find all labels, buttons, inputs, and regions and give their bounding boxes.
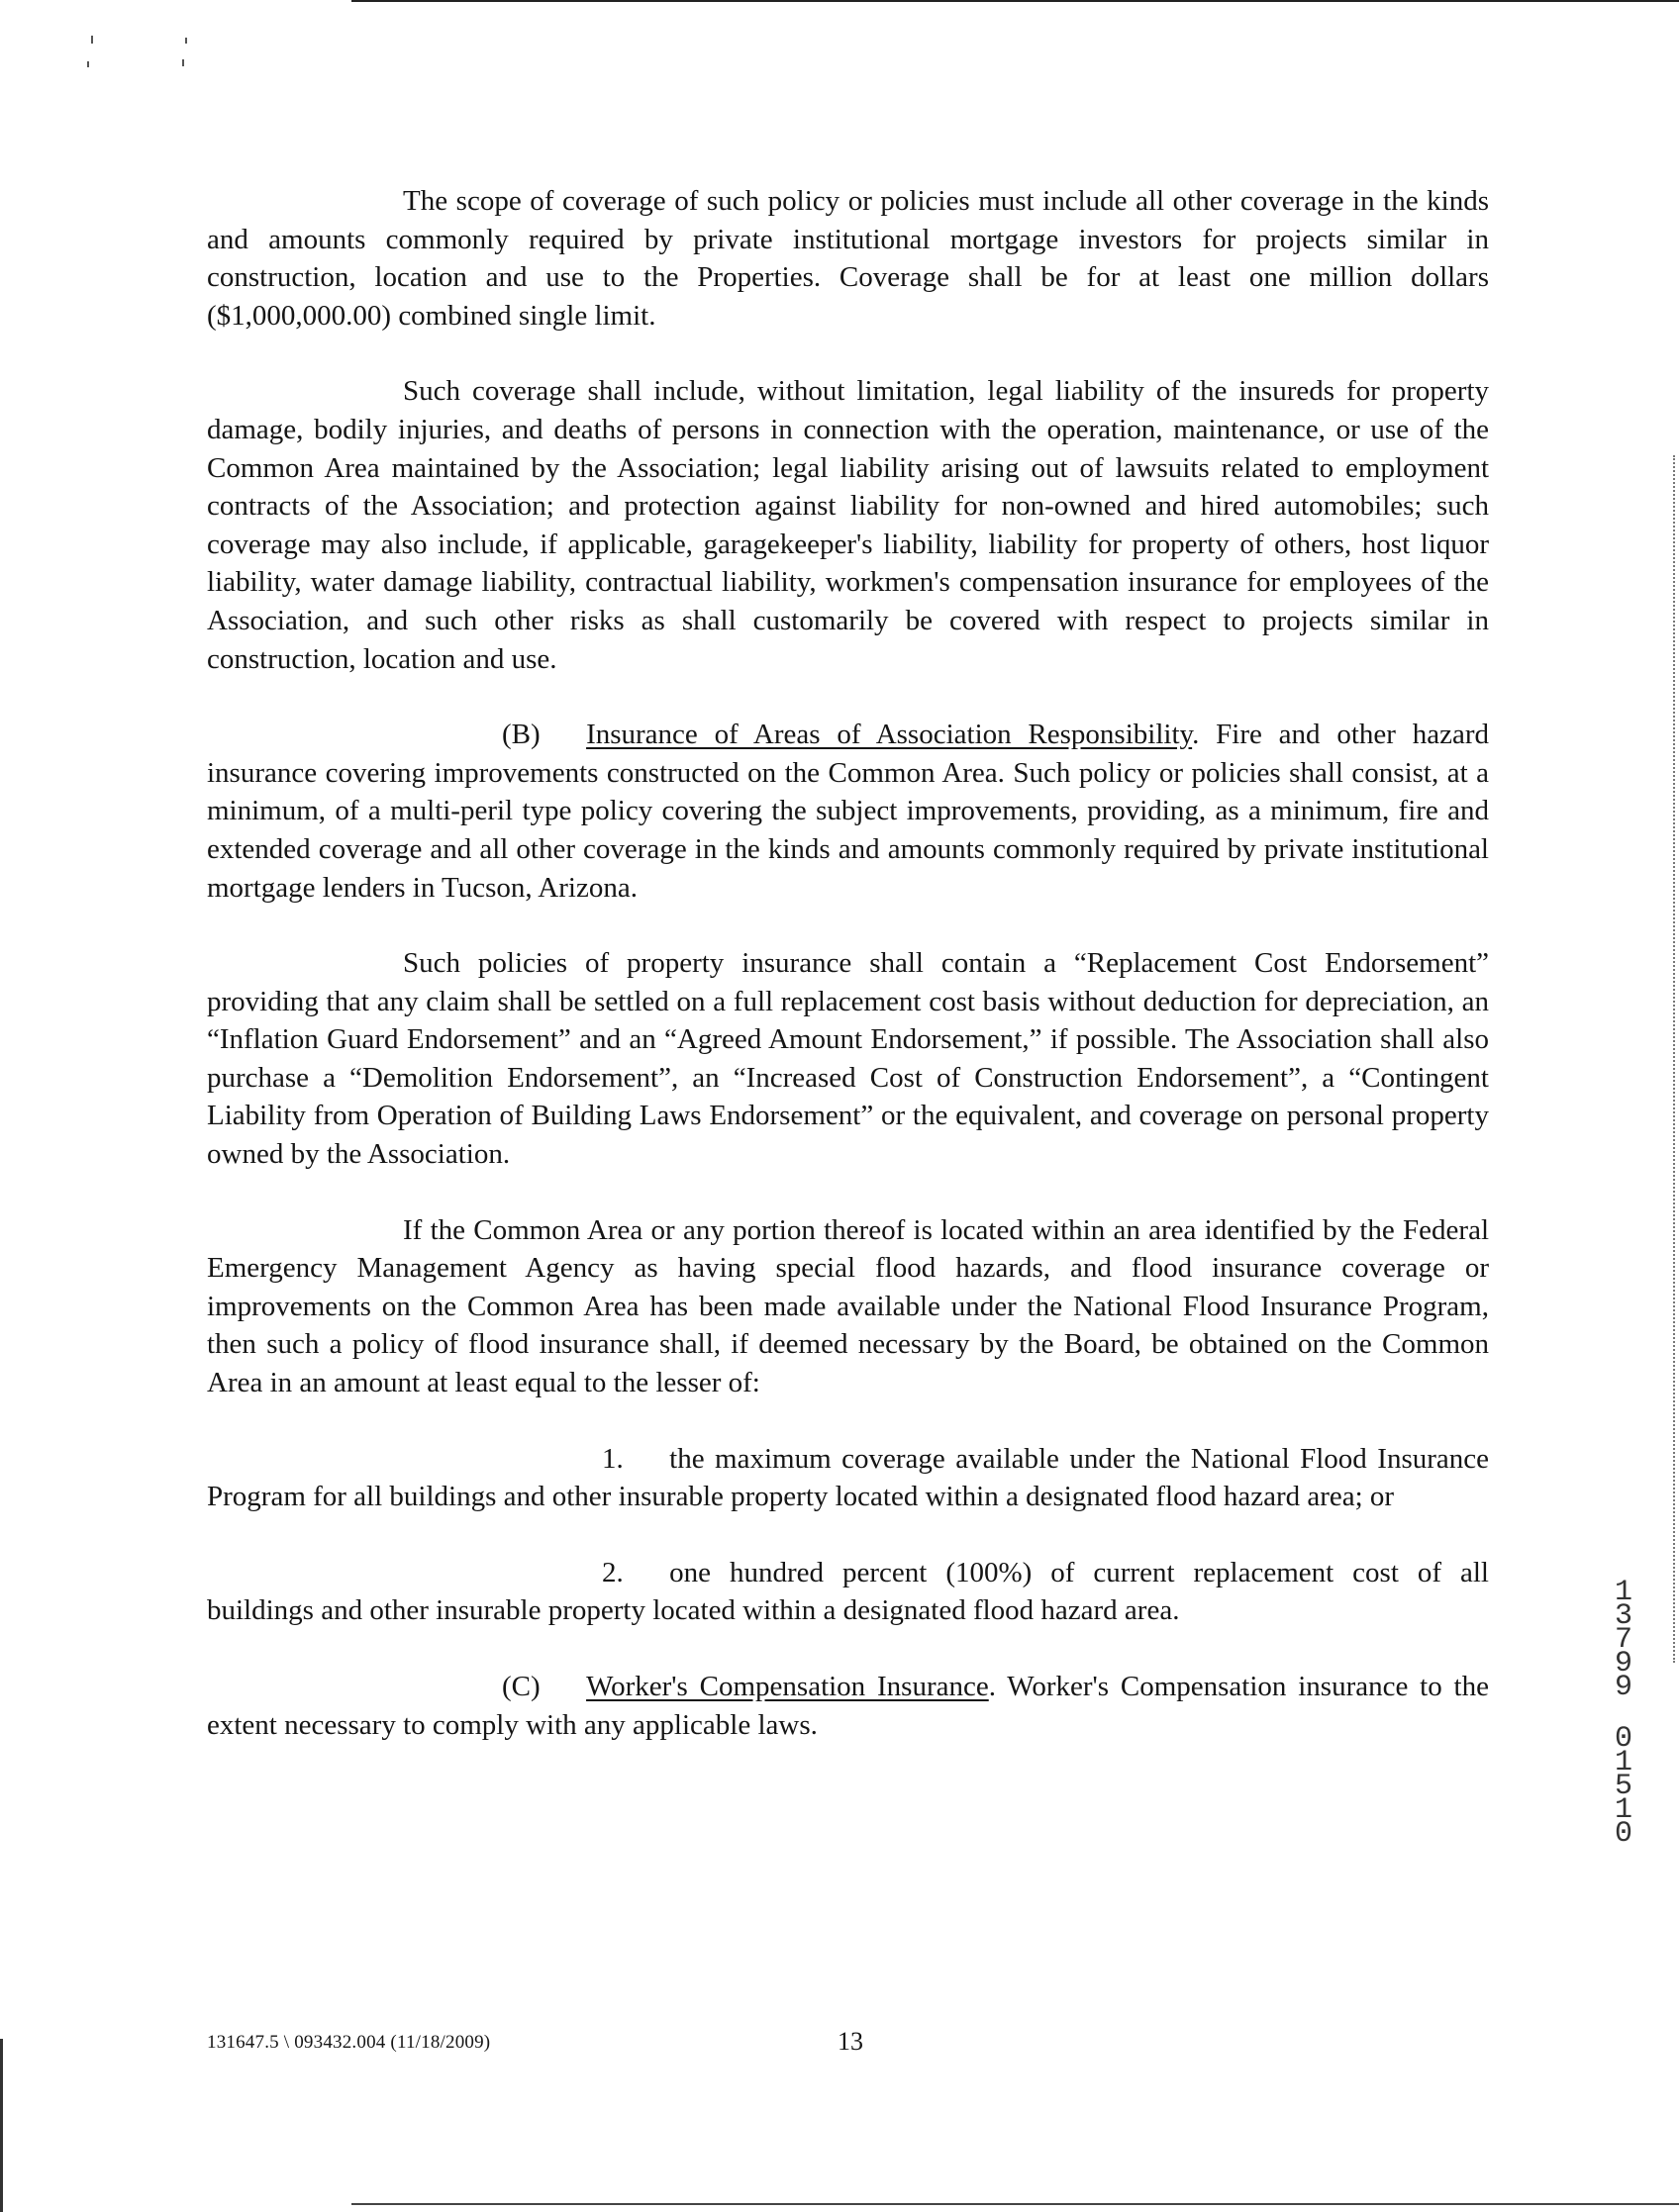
scan-edge-dots <box>1673 455 1675 1663</box>
paragraph-coverage-inclusions: Such coverage shall include, without limitation, legal liability of the insureds for property damage, bodily injuries, and deaths of persons in connection with the operation, maintenance, or use of the Common Area maintained by the Association; legal liability arising out of lawsuits related to employment contracts of the Association; and protection against liability for non-owned and hired automobiles; such coverage may also include, if applicable, garagekeeper's liability, liability for property of others, host liquor liability, water damage liability, contractual liability, workmen's compensation insurance for employees of the Association, and such other risks as shall customarily be covered with respect to projects similar in construction, location and use. <box>207 375 1489 675</box>
scan-speck <box>91 36 93 44</box>
scan-speck <box>87 61 89 67</box>
document-body <box>207 182 1489 1744</box>
stamp-digit: 0 <box>1614 1817 1632 1851</box>
paragraph-endorsements: Such policies of property insurance shall contain a “Replacement Cost Endorsement” providing that any claim shall be settled on a full replacement cost basis without deduction for depreciation, an “Inflation Guard Endorsement” and an “Agreed Amount Endorsement,” if possible. The Association shall also purchase a “Demolition Endorsement”, an “Increased Cost of Construction Endorsement”, a “Contingent Liability from Operation of Building Laws Endorsement” or the equivalent, and coverage on personal property owned by the Association. <box>207 947 1489 1171</box>
stamp-digit: 9 <box>1614 1647 1632 1681</box>
stamp-digit: 3 <box>1614 1599 1632 1633</box>
list-item <box>207 1554 1489 1630</box>
scan-speck <box>182 59 184 66</box>
stamp-digit: 1 <box>1614 1746 1632 1779</box>
list-item <box>207 1440 1489 1516</box>
section-b-text: . Fire and other hazard insurance covering improvements constructed on the Common Area. Such policy or policies shall consist, at a minimum, of a multi-peril type policy covering the subject improvements, providing, as a minimum, fire and extended coverage and all other coverage in the kinds and amounts commonly required by private institutional mortgage lenders in Tucson, Arizona. <box>207 719 1489 904</box>
stamp-digit: 7 <box>1614 1623 1632 1657</box>
recording-stamp <box>1612 1576 1635 1851</box>
section-c-heading: Worker's Compensation Insurance <box>586 1671 989 1702</box>
section-b <box>207 716 1489 907</box>
list-item-text: one hundred percent (100%) of current replacement cost of all buildings and other insurable property located within a designated flood hazard area. <box>207 1556 1489 1627</box>
stamp-digit: 5 <box>1614 1770 1632 1803</box>
footer-document-reference: 131647.5 \ 093432.004 (11/18/2009) <box>207 2032 491 2053</box>
paragraph-flood-insurance: If the Common Area or any portion thereof is located within an area identified by the Federal Emergency Management Agency as having special flood hazards, and flood insurance coverage or improvements on the Common Area has been made available under the National Flood Insurance Program, then such a policy of flood insurance shall, if deemed necessary by the Board, be obtained on the Common Area in an amount at least equal to the lesser of: <box>207 1213 1489 1399</box>
scan-speck <box>185 38 187 44</box>
section-c-text: . Worker's Compensation insurance to the extent necessary to comply with any applicable laws. <box>207 1671 1489 1741</box>
scan-top-edge <box>351 0 1679 2</box>
list-item-number: 2. <box>602 1556 624 1588</box>
scan-left-edge <box>0 2039 3 2212</box>
section-b-label: (B) <box>502 719 541 751</box>
list-item-text: the maximum coverage available under the National Flood Insurance Program for all buildings and other insurable property located within a designated flood hazard area; or <box>207 1442 1489 1513</box>
stamp-digit: 9 <box>1614 1671 1632 1704</box>
stamp-digit: 1 <box>1614 1793 1632 1827</box>
page-number: 13 <box>838 2027 863 2056</box>
list-item-number: 1. <box>602 1442 624 1475</box>
section-c-label: (C) <box>502 1671 541 1702</box>
section-c <box>207 1668 1489 1744</box>
paragraph-coverage-scope: The scope of coverage of such policy or policies must include all other coverage in the kinds and amounts commonly required by private institutional mortgage investors for projects similar in construction, location and use to the Properties. Coverage shall be for at least one million dollars ($1,000,000.00) combined single limit. <box>207 185 1489 332</box>
stamp-digit: 1 <box>1614 1576 1632 1609</box>
scan-bottom-edge <box>351 2203 1679 2205</box>
section-b-heading: Insurance of Areas of Association Responsibility <box>586 719 1193 751</box>
stamp-digit: 0 <box>1614 1722 1632 1756</box>
